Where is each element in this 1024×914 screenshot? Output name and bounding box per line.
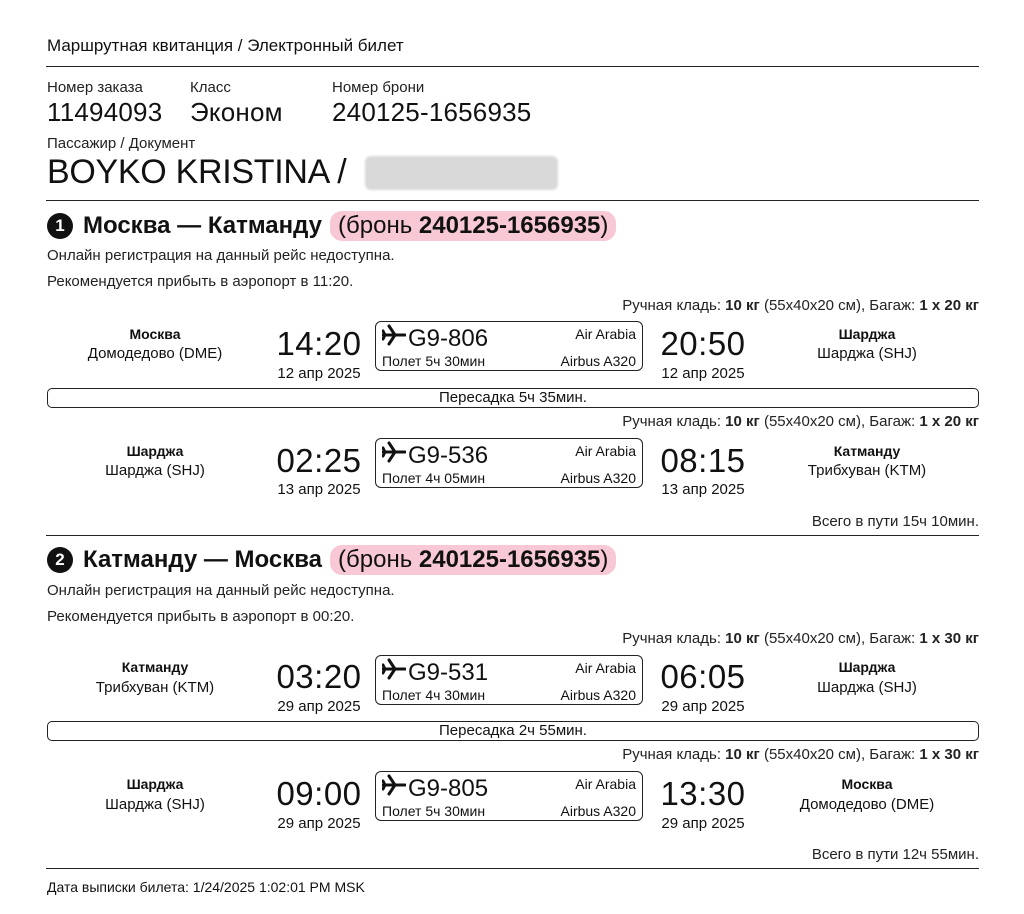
departure-date: 29 апр 2025 bbox=[277, 698, 361, 715]
trip-header bbox=[47, 545, 616, 575]
plane-icon bbox=[382, 441, 408, 470]
arrival-time: 06:05 bbox=[660, 658, 746, 695]
total-travel-time: Всего в пути 15ч 10мин. bbox=[811, 513, 979, 530]
flight-number: G9-805 bbox=[382, 774, 488, 803]
booking-number: 240125-1656935 bbox=[332, 97, 532, 127]
airline-name: Air Arabia bbox=[575, 326, 636, 342]
flight-number: G9-531 bbox=[382, 658, 488, 687]
flight-box bbox=[375, 321, 643, 371]
total-travel-time: Всего в пути 12ч 55мин. bbox=[811, 846, 979, 863]
divider bbox=[46, 535, 979, 536]
trip-route: Катманду — Москва bbox=[83, 546, 323, 573]
trip-number-badge: 1 bbox=[47, 213, 73, 239]
trip-route: Москва — Катманду bbox=[83, 212, 323, 239]
aircraft-type: Airbus A320 bbox=[560, 803, 636, 819]
departure-airport: Трибхуван (KTM) bbox=[95, 679, 215, 696]
booking-number-label: Номер брони bbox=[332, 79, 425, 96]
departure-airport: Домодедово (DME) bbox=[87, 345, 223, 362]
transfer-bar: Пересадка 2ч 55мин. bbox=[47, 721, 979, 741]
issue-date: Дата выписки билета: 1/24/2025 1:02:01 PM MSK bbox=[47, 879, 365, 895]
checkin-note: Онлайн регистрация на данный рейс недоступна. bbox=[47, 247, 395, 264]
divider bbox=[46, 200, 979, 201]
departure-date: 13 апр 2025 bbox=[277, 481, 361, 498]
airline-name: Air Arabia bbox=[575, 776, 636, 792]
arrival-airport: Трибхуван (KTM) bbox=[807, 462, 927, 479]
flight-number: G9-536 bbox=[382, 441, 488, 470]
redacted-document bbox=[365, 156, 558, 190]
passenger-name: BOYKO KRISTINA / bbox=[47, 153, 347, 191]
arrival-airport: Домодедово (DME) bbox=[799, 796, 935, 813]
order-number-label: Номер заказа bbox=[47, 79, 143, 96]
airline-name: Air Arabia bbox=[575, 443, 636, 459]
departure-time: 03:20 bbox=[276, 658, 362, 695]
arrival-date: 29 апр 2025 bbox=[661, 815, 745, 832]
departure-time: 02:25 bbox=[276, 442, 362, 479]
arrival-date: 29 апр 2025 bbox=[661, 698, 745, 715]
arrival-airport: Шарджа (SHJ) bbox=[817, 345, 917, 362]
arrival-airport: Шарджа (SHJ) bbox=[817, 679, 917, 696]
order-number: 11494093 bbox=[47, 97, 163, 127]
baggage-info: Ручная кладь: 10 кг (55х40х20 см), Багаж: 1 х 20 кг bbox=[622, 413, 979, 430]
passenger-label: Пассажир / Документ bbox=[47, 135, 196, 152]
baggage-info: Ручная кладь: 10 кг (55х40х20 см), Багаж: 1 х 30 кг bbox=[622, 630, 979, 647]
departure-city: Москва bbox=[129, 326, 181, 342]
flight-box bbox=[375, 771, 643, 821]
flight-duration: Полет 5ч 30мин bbox=[382, 803, 486, 819]
flight-box bbox=[375, 655, 643, 705]
aircraft-type: Airbus A320 bbox=[560, 687, 636, 703]
departure-city: Шарджа bbox=[126, 443, 184, 459]
arrival-date: 13 апр 2025 bbox=[661, 481, 745, 498]
arrival-time: 13:30 bbox=[660, 775, 746, 812]
baggage-info: Ручная кладь: 10 кг (55х40х20 см), Багаж: 1 х 30 кг bbox=[622, 746, 979, 763]
airline-name: Air Arabia bbox=[575, 660, 636, 676]
trip-header bbox=[47, 211, 616, 241]
departure-city: Шарджа bbox=[126, 776, 184, 792]
arrival-note: Рекомендуется прибыть в аэропорт в 11:20. bbox=[47, 273, 354, 290]
document-title: Маршрутная квитанция / Электронный билет bbox=[47, 36, 404, 55]
plane-icon bbox=[382, 658, 408, 687]
checkin-note: Онлайн регистрация на данный рейс недоступна. bbox=[47, 582, 395, 599]
departure-airport: Шарджа (SHJ) bbox=[105, 462, 205, 479]
flight-number: G9-806 bbox=[382, 324, 488, 353]
departure-time: 09:00 bbox=[276, 775, 362, 812]
divider bbox=[46, 868, 979, 869]
departure-date: 29 апр 2025 bbox=[277, 815, 361, 832]
flight-box bbox=[375, 438, 643, 488]
arrival-city: Москва bbox=[841, 776, 893, 792]
arrival-city: Шарджа bbox=[838, 326, 896, 342]
arrival-date: 12 апр 2025 bbox=[661, 365, 745, 382]
arrival-city: Катманду bbox=[833, 443, 901, 459]
trip-pnr-badge: (бронь 240125-1656935) bbox=[330, 211, 616, 241]
departure-city: Катманду bbox=[121, 659, 189, 675]
baggage-info: Ручная кладь: 10 кг (55х40х20 см), Багаж: 1 х 20 кг bbox=[622, 297, 979, 314]
plane-icon bbox=[382, 324, 408, 353]
flight-duration: Полет 4ч 30мин bbox=[382, 687, 486, 703]
departure-date: 12 апр 2025 bbox=[277, 365, 361, 382]
class-label: Класс bbox=[190, 79, 231, 96]
class-value: Эконом bbox=[190, 97, 283, 127]
arrival-time: 20:50 bbox=[660, 325, 746, 362]
transfer-bar: Пересадка 5ч 35мин. bbox=[47, 388, 979, 408]
trip-number-badge: 2 bbox=[47, 547, 73, 573]
aircraft-type: Airbus A320 bbox=[560, 353, 636, 369]
flight-duration: Полет 5ч 30мин bbox=[382, 353, 486, 369]
trip-pnr-badge: (бронь 240125-1656935) bbox=[330, 545, 616, 575]
arrival-time: 08:15 bbox=[660, 442, 746, 479]
aircraft-type: Airbus A320 bbox=[560, 470, 636, 486]
arrival-note: Рекомендуется прибыть в аэропорт в 00:20. bbox=[47, 608, 355, 625]
departure-airport: Шарджа (SHJ) bbox=[105, 796, 205, 813]
departure-time: 14:20 bbox=[276, 325, 362, 362]
arrival-city: Шарджа bbox=[838, 659, 896, 675]
plane-icon bbox=[382, 774, 408, 803]
divider bbox=[46, 66, 979, 67]
flight-duration: Полет 4ч 05мин bbox=[382, 470, 486, 486]
